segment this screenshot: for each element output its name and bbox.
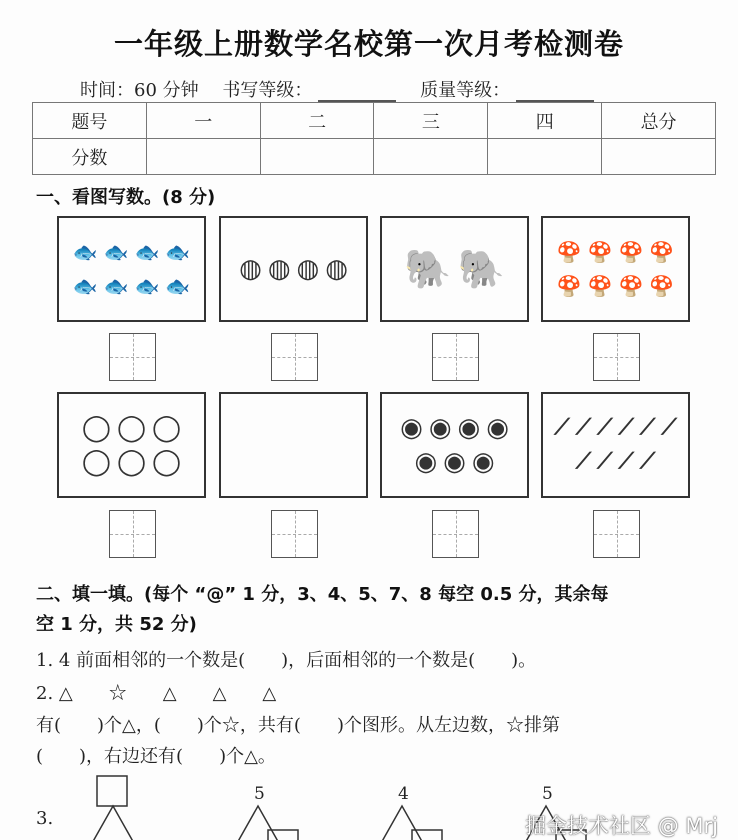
quality-grade-label: 质量等级： — [420, 80, 511, 101]
mushroom-icon: 🍄 — [618, 274, 644, 298]
question-1: 1. 4 前面相邻的一个数是( )，后面相邻的一个数是( )。 — [36, 650, 537, 671]
table-header-cell: 题号 — [33, 103, 147, 139]
apple-icon: ◯ — [81, 413, 111, 443]
volleyball-icon: ◉ — [486, 413, 509, 443]
bond-lines — [91, 806, 135, 840]
bond-lines — [380, 806, 424, 840]
question-2-shapes: 2. △ ☆ △ △ △ — [36, 683, 277, 704]
toothbrush-icon: ⟋ — [639, 449, 656, 474]
apple-icon: ◯ — [152, 447, 182, 477]
table-header-cell: 四 — [488, 103, 602, 139]
toothbrush-icon: ⟋ — [618, 449, 634, 474]
watermark: 掘金技术社区 @ Mrj — [525, 814, 718, 838]
fish-icon: 🐟 — [134, 274, 160, 298]
fish-icon: 🐟 — [165, 240, 191, 264]
watermelon-icon: ◍ — [325, 254, 348, 284]
watermelon-icon: ◍ — [239, 254, 262, 284]
volleyball-icon: ◉ — [414, 447, 438, 477]
section2-heading-line1: 二、填一填。(每个 “@” 1 分，3、4、5、7、8 每空 0.5 分，其余每 — [36, 584, 609, 605]
top-number: 4 — [398, 784, 409, 804]
volleyball-icon: ◉ — [471, 447, 495, 477]
question-2-line2: ( )，右边还有( )个△。 — [36, 746, 276, 767]
fish-icon: 🐟 — [134, 240, 160, 264]
volleyball-icon: ◉ — [457, 413, 481, 443]
fish-icon: 🐟 — [103, 240, 129, 264]
writing-grade-label: 书写等级： — [222, 80, 313, 101]
volleyball-icon: ◉ — [428, 413, 452, 443]
watermelon-icon: ◍ — [267, 254, 291, 284]
mushroom-icon: 🍄 — [618, 240, 644, 264]
mushroom-icon: 🍄 — [649, 240, 675, 264]
table-header-cell: 三 — [374, 103, 488, 139]
volleyball-icon: ◉ — [400, 413, 423, 443]
page-title: 一年级上册数学名校第一次月考检测卷 — [113, 27, 624, 61]
table-header-cell: 一 — [146, 103, 260, 139]
toothbrush-icon: ⟋ — [618, 415, 634, 440]
table-header-cell: 总分 — [602, 103, 716, 139]
question-3-label: 3. — [36, 808, 54, 829]
top-number: 5 — [254, 784, 265, 804]
fish-icon: 🐟 — [103, 274, 129, 298]
mushroom-icon: 🍄 — [587, 274, 613, 298]
section1-heading: 一、看图写数。(8 分) — [36, 187, 216, 208]
watermelon-icon: ◍ — [296, 254, 320, 284]
section2-heading-line2: 空 1 分，共 52 分) — [36, 614, 197, 635]
mushroom-icon: 🍄 — [556, 274, 582, 298]
apple-icon: ◯ — [81, 447, 111, 477]
fish-icon: 🐟 — [72, 274, 98, 298]
toothbrush-icon: ⟋ — [575, 415, 592, 440]
elephant-icon: 🐘 — [404, 247, 452, 291]
toothbrush-icon: ⟋ — [639, 415, 656, 440]
apple-icon: ◯ — [152, 413, 182, 443]
bond-lines — [236, 806, 280, 840]
toothbrush-icon: ⟋ — [661, 415, 677, 440]
toothbrush-icon: ⟋ — [554, 415, 570, 440]
fish-icon: 🐟 — [165, 274, 191, 298]
toothbrush-icon: ⟋ — [597, 415, 613, 440]
mushroom-icon: 🍄 — [649, 274, 675, 298]
toothbrush-icon: ⟋ — [575, 449, 592, 474]
table-header-cell: 二 — [260, 103, 374, 139]
volleyball-icon: ◉ — [443, 447, 466, 477]
top-number: 5 — [542, 784, 553, 804]
elephant-icon: 🐘 — [457, 247, 505, 291]
question-2-line1: 有( )个△，( )个☆，共有( )个图形。从左边数，☆排第 — [36, 715, 560, 736]
fish-icon: 🐟 — [72, 240, 98, 264]
top-blank-box[interactable] — [97, 776, 127, 806]
row-label: 分数 — [33, 139, 147, 175]
mushroom-icon: 🍄 — [587, 240, 613, 264]
apple-icon: ◯ — [116, 413, 147, 443]
toothbrush-icon: ⟋ — [597, 449, 613, 474]
apple-icon: ◯ — [116, 447, 147, 477]
time-label: 时间：60 分钟 — [80, 80, 199, 101]
mushroom-icon: 🍄 — [556, 240, 582, 264]
